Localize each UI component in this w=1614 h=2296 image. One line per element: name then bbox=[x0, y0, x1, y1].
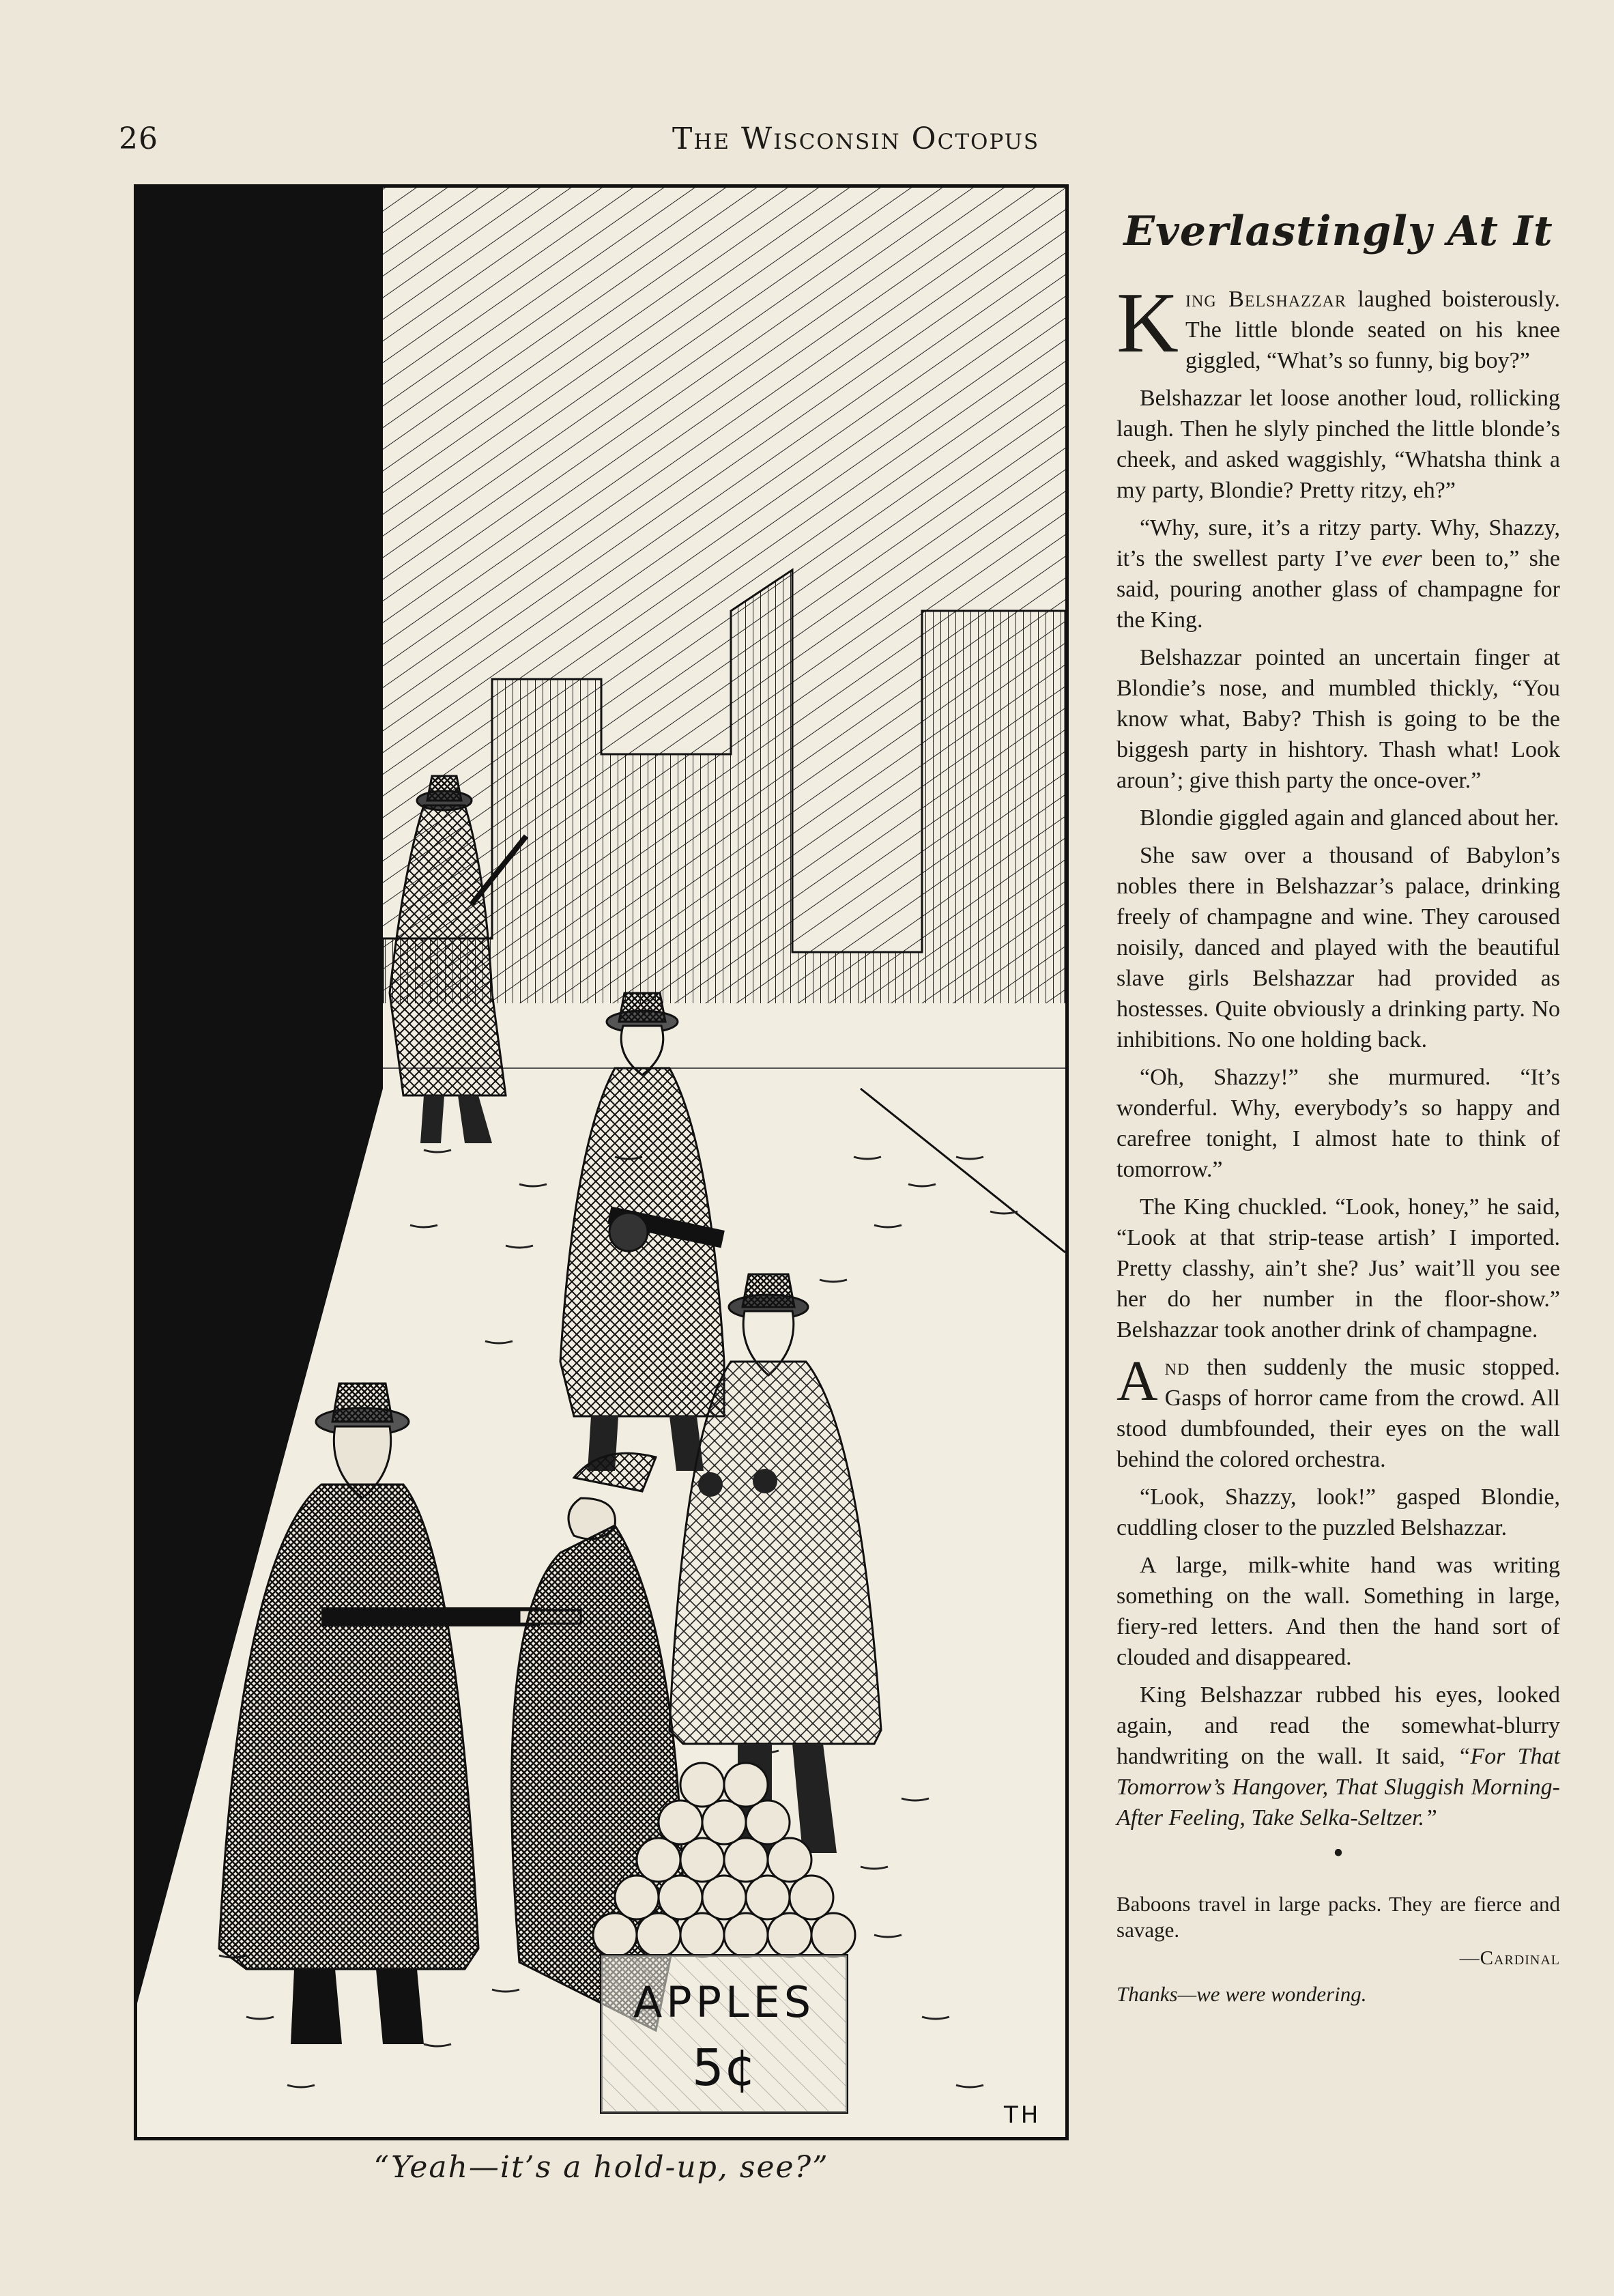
article-paragraph: King Belshazzar rubbed his eyes, looked again, and read the somewhat-blurry handwriting on the wall. It said, “For That Tomorrow’s Hangover, That Sluggish Morning-After Feeling, Take Selka-Seltzer.” bbox=[1116, 1682, 1561, 1831]
article-paragraph: King Belshazzar laughed boisterously. The little blonde seated on his knee giggled, “What’s so funny, big boy?” bbox=[1116, 276, 1560, 373]
joke-credit: —Cardinal bbox=[1459, 1947, 1560, 1969]
joke-reply: Thanks—we were wondering. bbox=[1116, 1982, 1367, 2006]
article-column bbox=[1116, 198, 1560, 2007]
page-number: 26 bbox=[119, 121, 158, 156]
article-paragraph: Belshazzar pointed an uncertain finger at Blondie’s nose, and mumbled thickly, “You know what, Baby? Thish is going to be the biggesh party in hishtory. Thash what! Look aroun’; give thish party the once-over.” bbox=[1116, 645, 1560, 793]
filler-joke: Baboons travel in large packs. They are fierce and savage. bbox=[1116, 1892, 1560, 1942]
article-paragraph: Blondie giggled again and glanced about her. bbox=[1140, 805, 1559, 831]
article-paragraph: “Look, Shazzy, look!” gasped Blondie, cuddling closer to the puzzled Belshazzar. bbox=[1116, 1484, 1560, 1540]
artist-signature: TH bbox=[1004, 2101, 1041, 2129]
article-paragraph: She saw over a thousand of Babylon’s nobles there in Belshazzar’s palace, drinking freely of champagne and wine. They caroused noisily, danced and played with the beautiful slave girls Belshazzar had provided as hostesses. Quite obviously a drinking party. No inhibitions. No one holding back. bbox=[1116, 843, 1560, 1052]
apple-crate bbox=[601, 1955, 847, 2112]
article-paragraph: Belshazzar let loose another loud, rollicking laugh. Then he slyly pinched the little blonde’s cheek, and asked waggishly, “Whatsha think a my party, Blondie? Pretty ritzy, eh?” bbox=[1116, 386, 1560, 503]
section-bullet: • bbox=[1331, 1840, 1346, 1868]
article-paragraph: “Oh, Shazzy!” she murmured. “It’s wonderful. Why, everybody’s so happy and carefree tonight, I almost hate to think of tomorrow.” bbox=[1116, 1065, 1560, 1182]
drop-cap: K bbox=[1116, 276, 1179, 371]
article-paragraph: “Why, sure, it’s a ritzy party. Why, Shazzy, it’s the swellest party I’ve ever been to,” she said, pouring another glass of champagne for the King. bbox=[1116, 515, 1560, 633]
cartoon-drawing bbox=[137, 188, 1065, 2137]
article-paragraph: And then suddenly the music stopped. Gasps of horror came from the crowd. All stood dumbfounded, their eyes on the wall behind the colored orchestra. bbox=[1116, 1349, 1560, 1472]
price-sign-text: 5¢ bbox=[691, 2039, 757, 2097]
running-head: The Wisconsin Octopus bbox=[672, 121, 1040, 156]
cartoon-caption: “Yeah—it’s a hold-up, see?” bbox=[373, 2150, 829, 2185]
cartoon-illustration bbox=[134, 184, 1069, 2140]
article-title: Everlastingly At It bbox=[1123, 207, 1553, 255]
article-paragraph: A large, milk-white hand was writing something on the wall. Something in large, fiery-red letters. And then the hand sort of clouded and disappeared. bbox=[1116, 1553, 1560, 1670]
article-paragraph: The King chuckled. “Look, honey,” he said, “Look at that strip-tease artish’ I imported. Pretty classhy, ain’t she? Jus’ wait’ll you see her do her number in the floor-show.” Belshazzar took another drink of champagne. bbox=[1116, 1194, 1560, 1343]
drop-cap: A bbox=[1116, 1349, 1158, 1413]
apples-sign-text: APPLES bbox=[633, 1977, 816, 2027]
page-header bbox=[0, 121, 1614, 162]
